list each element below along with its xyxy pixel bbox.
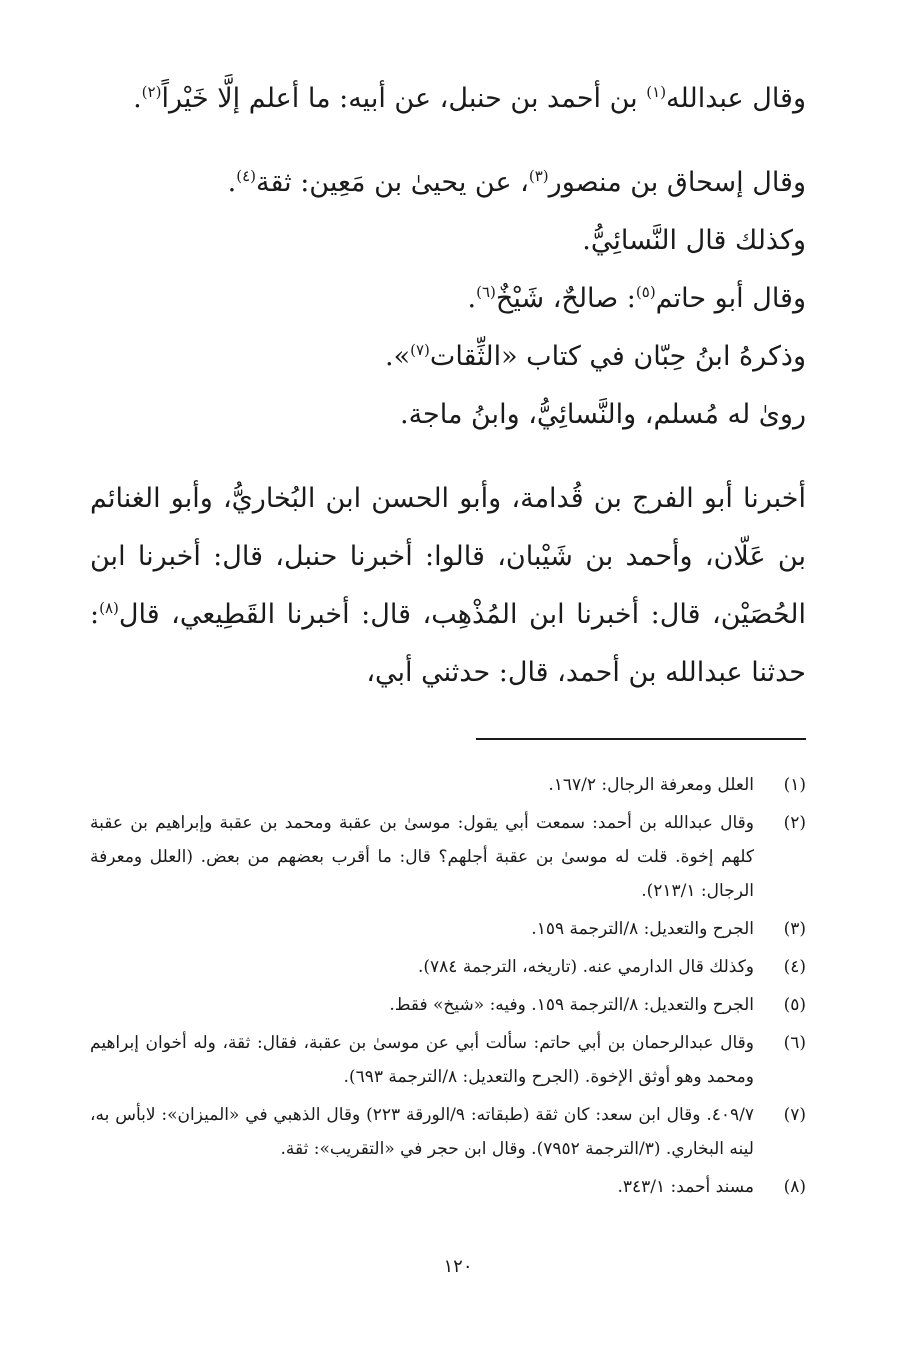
- footnote-text: مسند أحمد: ٣٤٣/١.: [617, 1177, 754, 1197]
- footnote-3: [90, 912, 806, 946]
- page-number: ١٢٠: [443, 1256, 473, 1277]
- footnote-number: (٥): [783, 995, 806, 1015]
- text-run: .: [467, 283, 477, 314]
- footnote-ref[interactable]: (٢): [141, 83, 162, 101]
- footnote-text: العلل ومعرفة الرجال: ١٦٧/٢.: [548, 775, 754, 795]
- footnote-text: وكذلك قال الدارمي عنه. (تاريخه، الترجمة ٧٨٤).: [417, 957, 754, 977]
- text-run: وذكرهُ ابنُ حِبّان في كتاب «الثِّقات: [429, 341, 806, 372]
- text-run: : حدثنا عبدالله بن أحمد، قال: حدثني أبي،: [90, 599, 806, 688]
- text-run: وقال أبو حاتم: [655, 283, 806, 314]
- footnote-number: (٣): [783, 919, 806, 939]
- footnote-2: [90, 806, 806, 908]
- main-text: [90, 70, 806, 702]
- paragraph-3: وكذلك قال النَّسائِيُّ.: [582, 225, 806, 256]
- footnote-number: (٦): [783, 1033, 806, 1053]
- text-run: أخبرنا أبو الفرج بن قُدامة، وأبو الحسن ابن البُخاريُّ، وأبو الغنائم بن عَلّان، وأحمد بن شَيْبان، قالوا: أخبرنا حنبل، قال: أخبرنا ابن الحُصَيْن، قال: أخبرنا ابن المُذْهِب، قال: أخبرنا القَطِيعي، قال: [90, 483, 806, 630]
- footnote-ref[interactable]: (٤): [236, 167, 256, 185]
- paragraph-2: [90, 154, 806, 212]
- footnote-6: [90, 1026, 806, 1094]
- footnote-text: الجرح والتعديل: ٨/الترجمة ١٥٩.: [531, 919, 754, 939]
- paragraph-6: رویٰ له مُسلم، والنَّسائِيُّ، وابنُ ماجة.: [399, 399, 806, 430]
- text-run: .: [133, 83, 142, 114]
- text-run: ».: [385, 341, 411, 372]
- paragraph-5: [90, 328, 806, 386]
- footnote-text: وقال عبدالله بن أحمد: سمعت أبي يقول: موسىٰ بن عقبة ومحمد بن عقبة وإبراهيم بن عقبة كلهم إخوة. قلت له موسىٰ بن عقبة أجلهم؟ قال: ما أقرب بعضهم من بعض. (العلل ومعرفة الرجال: ٢١٣/١).: [90, 813, 754, 901]
- footnote-ref[interactable]: (٧): [410, 341, 430, 359]
- text-run: وقال إسحاق بن منصور: [548, 167, 806, 198]
- text-run: وقال عبدالله: [666, 83, 806, 114]
- footnote-divider: [476, 738, 806, 740]
- paragraph-4: [90, 270, 806, 328]
- footnotes: [90, 768, 806, 1204]
- text-run: : صالحٌ، شَيْخٌ: [495, 283, 636, 314]
- footnote-text: وقال عبدالرحمان بن أبي حاتم: سألت أبي عن موسىٰ بن عقبة، فقال: ثقة، وله أخوان إبراهيم ومحمد وهو أوثق الإخوة. (الجرح والتعديل: ٨/الترجمة ٦٩٣).: [90, 1033, 754, 1087]
- paragraph-1: [90, 70, 806, 128]
- text-run: بن أحمد بن حنبل، عن أبيه: ما أعلم إلَّا خَيْراً: [161, 83, 647, 114]
- footnote-number: (٨): [783, 1177, 806, 1197]
- text-run: ، عن يحيىٰ بن مَعِين: ثقة: [255, 167, 529, 198]
- footnote-1: [90, 768, 806, 802]
- footnote-7: [90, 1098, 806, 1166]
- footnote-text: الجرح والتعديل: ٨/الترجمة ١٥٩. وفيه: «شيخ» فقط.: [389, 995, 754, 1015]
- footnote-number: (٢): [783, 813, 806, 833]
- footnote-ref[interactable]: (٣): [528, 167, 549, 185]
- footnote-number: (٧): [783, 1105, 806, 1125]
- footnote-ref[interactable]: (٥): [635, 283, 656, 301]
- footnote-number: (٤): [783, 957, 806, 977]
- footnote-ref[interactable]: (٨): [99, 599, 119, 617]
- paragraph-7: [90, 470, 806, 702]
- footnote-ref[interactable]: (٦): [476, 283, 496, 301]
- footnote-8: [90, 1170, 806, 1204]
- text-run: .: [227, 167, 237, 198]
- footnote-ref[interactable]: (١): [646, 83, 667, 101]
- footnote-text: ٤٠٩/٧. وقال ابن سعد: كان ثقة (طبقاته: ٩/الورقة ٢٢٣) وقال الذهبي في «الميزان»: لابأس به، لينه البخاري. (٣/الترجمة ٧٩٥٢). وقال ابن حجر في «التقريب»: ثقة.: [90, 1105, 754, 1159]
- footnote-5: [90, 988, 806, 1022]
- footnote-4: [90, 950, 806, 984]
- footnote-number: (١): [783, 775, 806, 795]
